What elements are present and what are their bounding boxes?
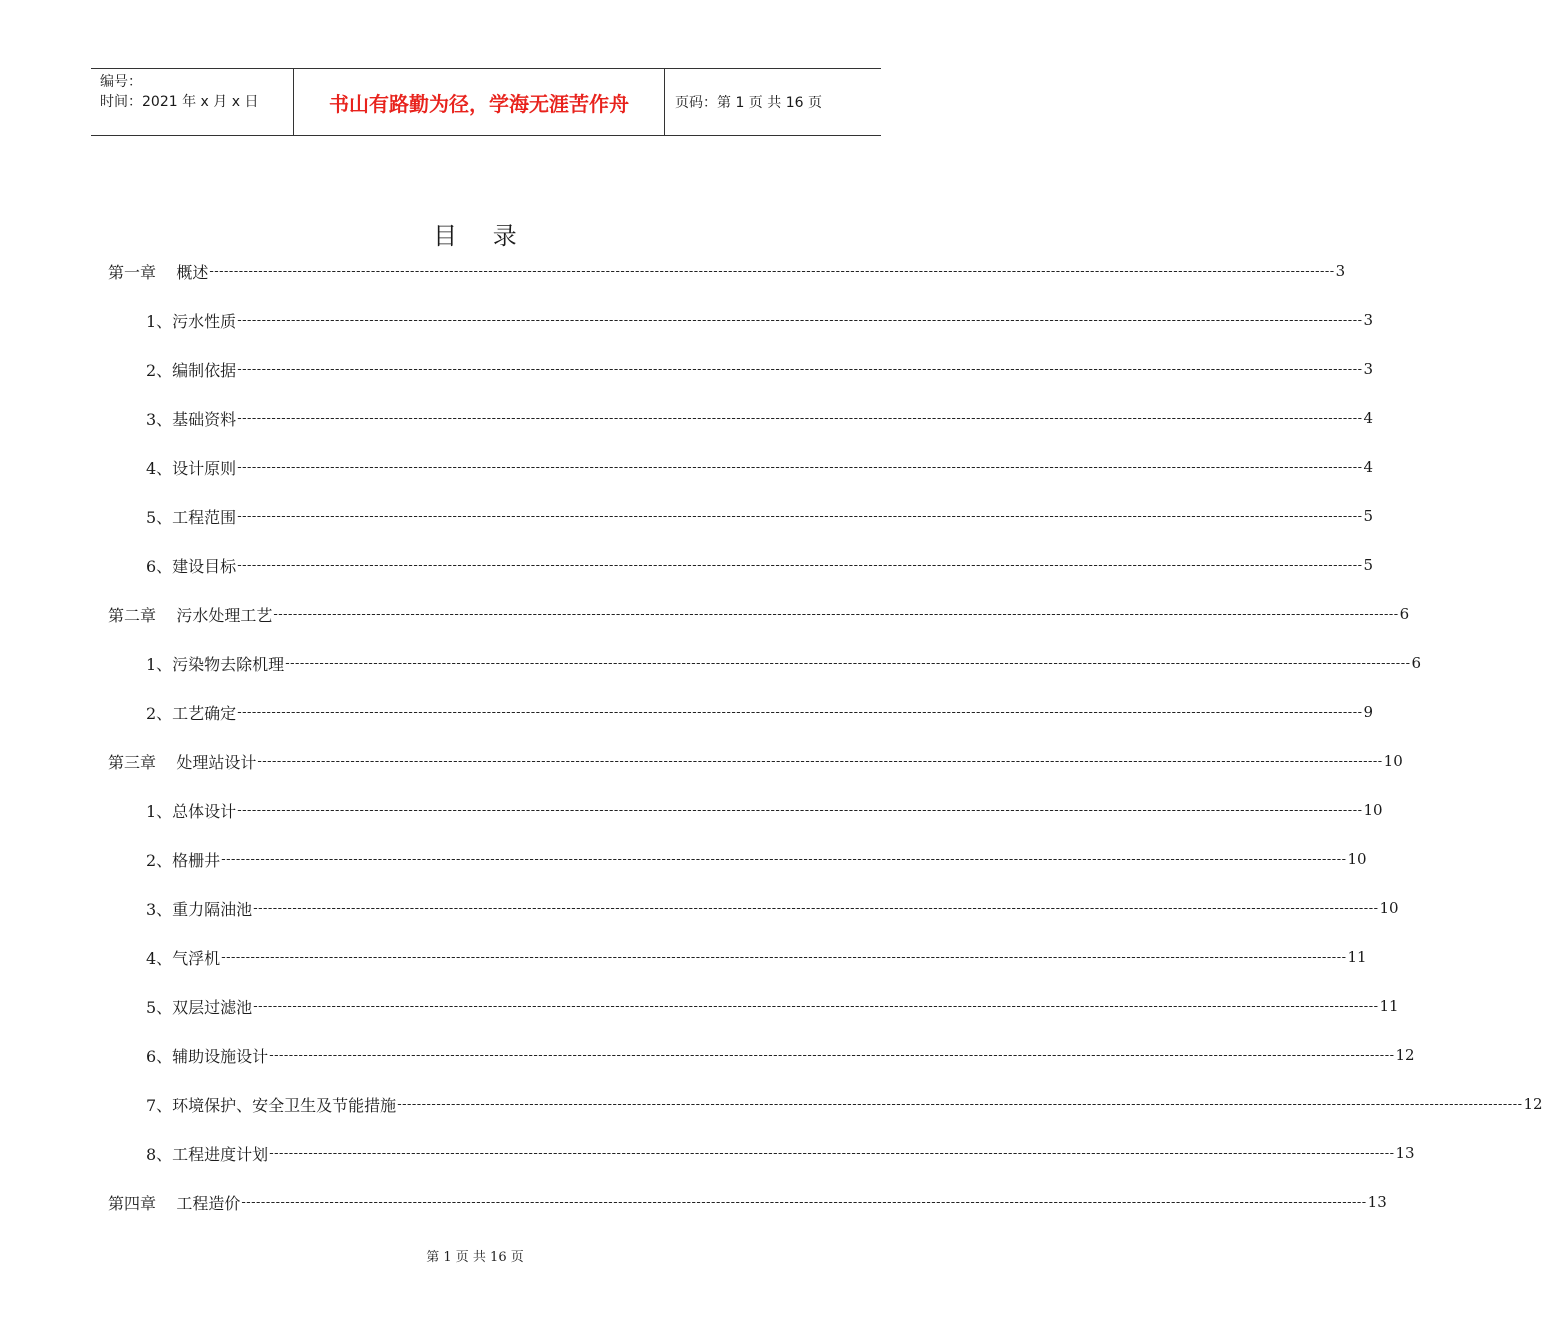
toc-entry-page: 12 xyxy=(1395,1046,1415,1064)
toc-entry-label: 8、工程进度计划 xyxy=(146,1144,269,1164)
toc-dot-leader: -------------------------------------------------------------------------------------------------------------------------------------------------------------------------------------------------------------------------------------- xyxy=(253,998,1379,1014)
toc-dot-leader: -------------------------------------------------------------------------------------------------------------------------------------------------------------------------------------------------------------------------------------- xyxy=(397,1096,1523,1112)
toc-entry-page: 13 xyxy=(1395,1144,1415,1162)
toc-entry-page: 6 xyxy=(1411,654,1422,672)
toc-dot-leader: -------------------------------------------------------------------------------------------------------------------------------------------------------------------------------------------------------------------------------------- xyxy=(209,263,1335,279)
toc-entry-label: 2、编制依据 xyxy=(146,360,237,380)
toc-dot-leader: -------------------------------------------------------------------------------------------------------------------------------------------------------------------------------------------------------------------------------------- xyxy=(237,459,1363,475)
toc-dot-leader: -------------------------------------------------------------------------------------------------------------------------------------------------------------------------------------------------------------------------------------- xyxy=(237,557,1363,573)
toc-entry-label: 7、环境保护、安全卫生及节能措施 xyxy=(146,1095,397,1115)
toc-title: 目 录 xyxy=(433,222,531,250)
toc-dot-leader: -------------------------------------------------------------------------------------------------------------------------------------------------------------------------------------------------------------------------------------- xyxy=(237,508,1363,524)
toc-dot-leader: -------------------------------------------------------------------------------------------------------------------------------------------------------------------------------------------------------------------------------------- xyxy=(253,900,1379,916)
toc-dot-leader: -------------------------------------------------------------------------------------------------------------------------------------------------------------------------------------------------------------------------------------- xyxy=(285,655,1411,671)
toc-dot-leader: -------------------------------------------------------------------------------------------------------------------------------------------------------------------------------------------------------------------------------------- xyxy=(221,851,1347,867)
toc-section-entry[interactable] xyxy=(146,699,1374,725)
toc-entry-label: 4、气浮机 xyxy=(146,948,221,968)
toc-dot-leader: -------------------------------------------------------------------------------------------------------------------------------------------------------------------------------------------------------------------------------------- xyxy=(237,802,1363,818)
toc-entry-page: 4 xyxy=(1363,409,1374,427)
header-meta xyxy=(91,69,293,135)
toc-section-entry[interactable] xyxy=(146,993,1399,1019)
toc-entry-page: 10 xyxy=(1363,801,1383,819)
toc-section-entry[interactable] xyxy=(146,846,1367,872)
toc-entry-page: 10 xyxy=(1383,752,1403,770)
toc-entry-label: 5、双层过滤池 xyxy=(146,997,253,1017)
toc-entry-page: 10 xyxy=(1379,899,1399,917)
toc-entry-page: 6 xyxy=(1399,605,1410,623)
toc-dot-leader: -------------------------------------------------------------------------------------------------------------------------------------------------------------------------------------------------------------------------------------- xyxy=(273,606,1399,622)
toc-dot-leader: -------------------------------------------------------------------------------------------------------------------------------------------------------------------------------------------------------------------------------------- xyxy=(257,753,1383,769)
toc-entry-page: 3 xyxy=(1335,262,1346,280)
toc-dot-leader: -------------------------------------------------------------------------------------------------------------------------------------------------------------------------------------------------------------------------------------- xyxy=(221,949,1347,965)
toc-entry-page: 3 xyxy=(1363,360,1374,378)
toc-section-entry[interactable] xyxy=(146,895,1399,921)
toc-entry-page: 9 xyxy=(1363,703,1374,721)
toc-entry-page: 4 xyxy=(1363,458,1374,476)
toc-entry-page: 5 xyxy=(1363,507,1374,525)
toc-chapter-entry[interactable] xyxy=(108,748,1403,774)
toc-chapter-entry[interactable] xyxy=(108,1189,1387,1215)
toc-entry-label: 1、总体设计 xyxy=(146,801,237,821)
toc-section-entry[interactable] xyxy=(146,1140,1415,1166)
toc-entry-page: 13 xyxy=(1367,1193,1387,1211)
page-header xyxy=(91,68,881,136)
toc-dot-leader: -------------------------------------------------------------------------------------------------------------------------------------------------------------------------------------------------------------------------------------- xyxy=(269,1047,1395,1063)
toc-chapter-entry[interactable] xyxy=(108,258,1346,284)
toc-entry-label: 5、工程范围 xyxy=(146,507,237,527)
toc-entry-label: 第二章 污水处理工艺 xyxy=(108,605,273,625)
toc-entry-label: 6、辅助设施设计 xyxy=(146,1046,269,1066)
toc-entry-label: 3、基础资料 xyxy=(146,409,237,429)
toc-entry-page: 11 xyxy=(1379,997,1399,1015)
toc-section-entry[interactable] xyxy=(146,454,1374,480)
toc-dot-leader: -------------------------------------------------------------------------------------------------------------------------------------------------------------------------------------------------------------------------------------- xyxy=(237,361,1363,377)
toc-entry-label: 1、污染物去除机理 xyxy=(146,654,285,674)
toc-section-entry[interactable] xyxy=(146,503,1374,529)
toc-entry-page: 11 xyxy=(1347,948,1367,966)
header-page-number: 页码：第 1 页 共 16 页 xyxy=(675,95,822,111)
toc-entry-label: 1、污水性质 xyxy=(146,311,237,331)
toc-dot-leader: -------------------------------------------------------------------------------------------------------------------------------------------------------------------------------------------------------------------------------------- xyxy=(237,410,1363,426)
toc-entry-label: 4、设计原则 xyxy=(146,458,237,478)
toc-entry-label: 6、建设目标 xyxy=(146,556,237,576)
toc-section-entry[interactable] xyxy=(146,1042,1415,1068)
header-motto: 书山有路勤为径，学海无涯苦作舟 xyxy=(293,69,665,135)
toc-entry-label: 2、工艺确定 xyxy=(146,703,237,723)
toc-section-entry[interactable] xyxy=(146,944,1367,970)
toc-entry-label: 第四章 工程造价 xyxy=(108,1193,241,1213)
document-number-label: 编号： xyxy=(100,74,142,90)
toc-chapter-entry[interactable] xyxy=(108,601,1410,627)
toc-entry-label: 第三章 处理站设计 xyxy=(108,752,257,772)
toc-section-entry[interactable] xyxy=(146,650,1422,676)
toc-entry-page: 12 xyxy=(1523,1095,1543,1113)
toc-dot-leader: -------------------------------------------------------------------------------------------------------------------------------------------------------------------------------------------------------------------------------------- xyxy=(241,1194,1367,1210)
toc-dot-leader: -------------------------------------------------------------------------------------------------------------------------------------------------------------------------------------------------------------------------------------- xyxy=(269,1145,1395,1161)
toc-entry-page: 5 xyxy=(1363,556,1374,574)
toc-section-entry[interactable] xyxy=(146,356,1374,382)
toc-entry-label: 第一章 概述 xyxy=(108,262,209,282)
toc-section-entry[interactable] xyxy=(146,797,1383,823)
document-time-label: 时间：2021 年 x 月 x 日 xyxy=(100,94,259,110)
toc-entry-page: 3 xyxy=(1363,311,1374,329)
toc-section-entry[interactable] xyxy=(146,405,1374,431)
toc-entry-label: 3、重力隔油池 xyxy=(146,899,253,919)
page-footer: 第 1 页 共 16 页 xyxy=(426,1250,524,1265)
toc-dot-leader: -------------------------------------------------------------------------------------------------------------------------------------------------------------------------------------------------------------------------------------- xyxy=(237,312,1363,328)
toc-section-entry[interactable] xyxy=(146,552,1374,578)
toc-entry-label: 2、格栅井 xyxy=(146,850,221,870)
toc-section-entry[interactable] xyxy=(146,307,1374,333)
toc-entry-page: 10 xyxy=(1347,850,1367,868)
toc-dot-leader: -------------------------------------------------------------------------------------------------------------------------------------------------------------------------------------------------------------------------------------- xyxy=(237,704,1363,720)
toc-section-entry[interactable] xyxy=(146,1091,1543,1117)
